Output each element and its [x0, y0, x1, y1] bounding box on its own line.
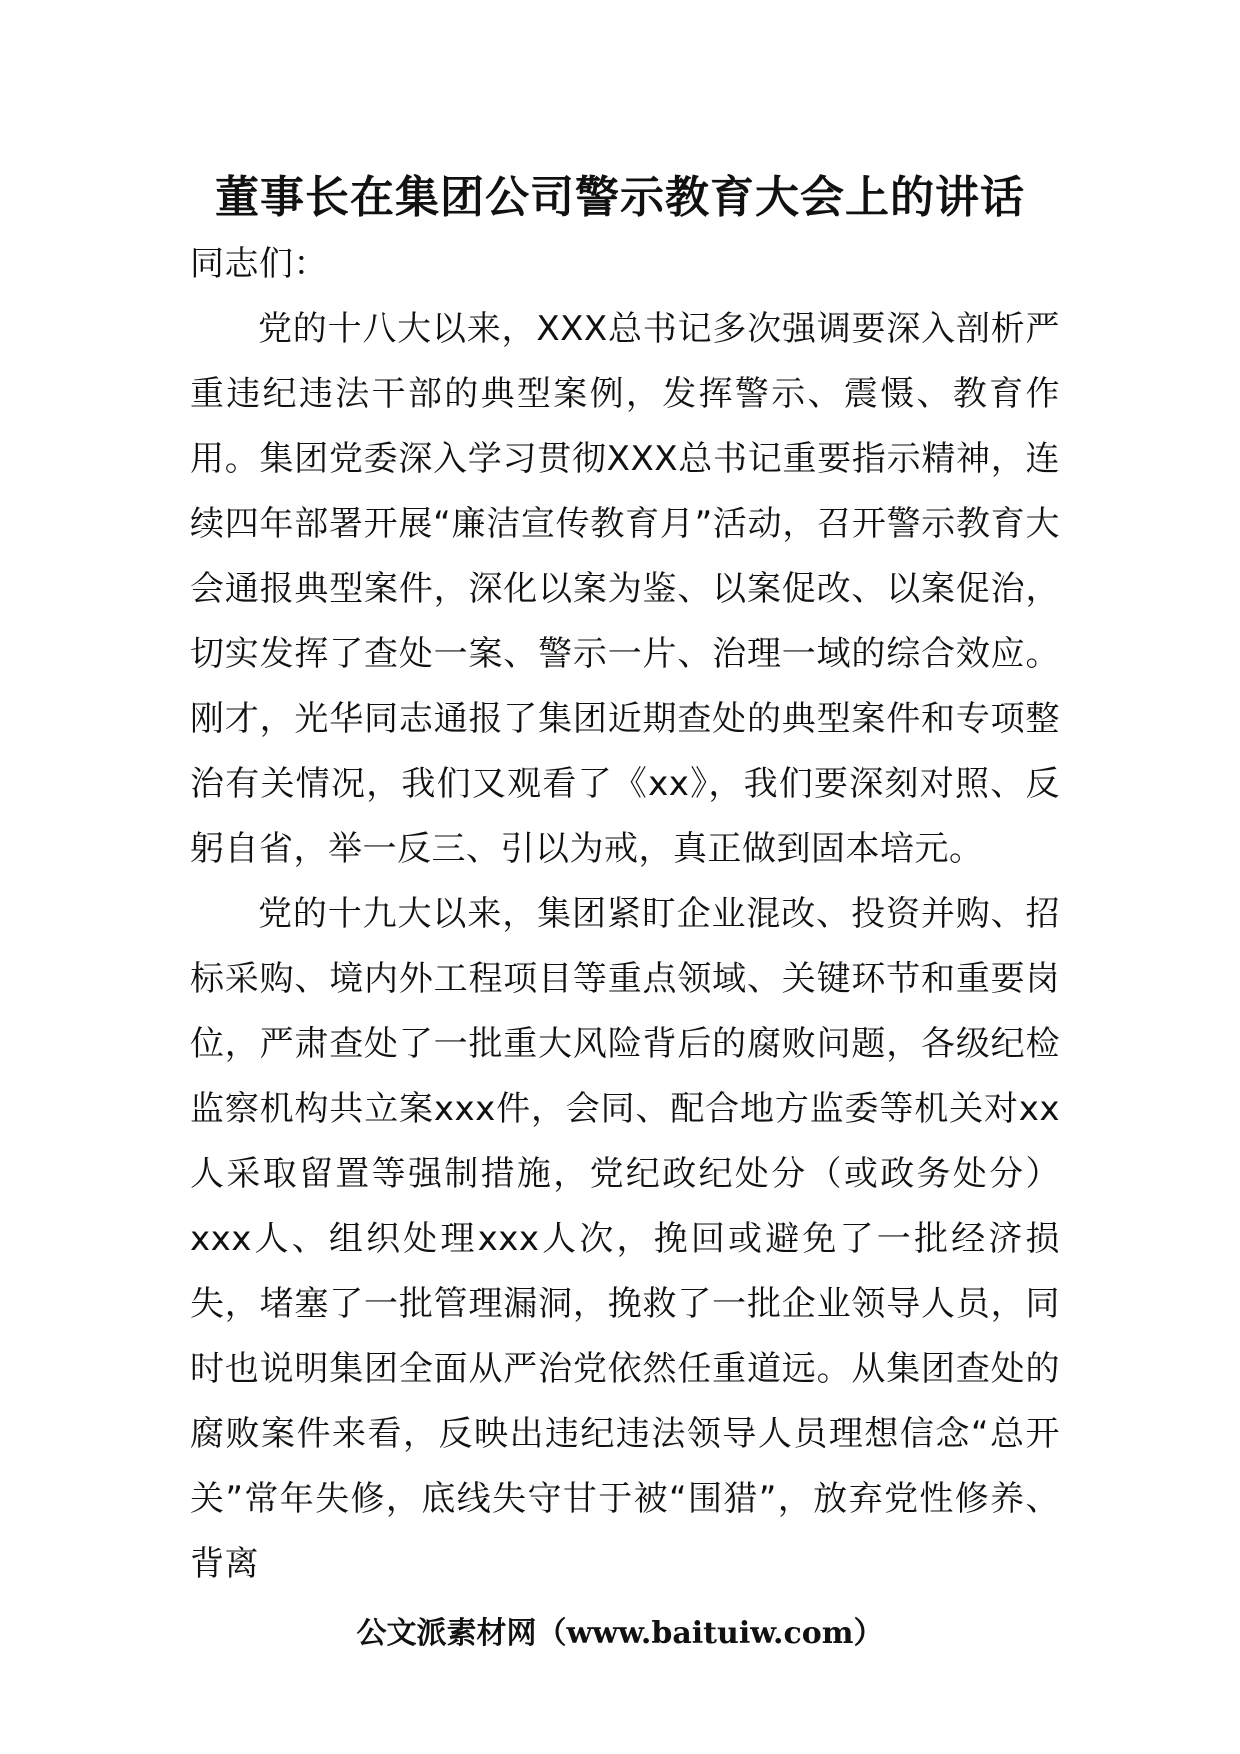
paragraph: 党的十九大以来，集团紧盯企业混改、投资并购、招标采购、境内外工程项目等重点领域、关键环节和重要岗位，严肃查处了一批重大风险背后的腐败问题，各级纪检监察机构共立案xxx件，会同、配合地方监委等机关对xx人采取留置等强制措施，党纪政纪处分（或政务处分）xxx人、组织处理xxx人次，挽回或避免了一批经济损失，堵塞了一批管理漏洞，挽救了一批企业领导人员，同时也说明集团全面从严治党依然任重道远。从集团查处的腐败案件来看，反映出违纪违法领导人员理想信念“总开关”常年失修，底线失守甘于被“围猎”，放弃党性修养、背离	[190, 894, 1060, 1584]
document-body	[190, 232, 1060, 1597]
document-title: 董事长在集团公司警示教育大会上的讲话	[215, 172, 1025, 223]
paragraph: 党的十八大以来，XXX总书记多次强调要深入剖析严重违纪违法干部的典型案例，发挥警示、震慑、教育作用。集团党委深入学习贯彻XXX总书记重要指示精神，连续四年部署开展“廉洁宣传教育月”活动，召开警示教育大会通报典型案件，深化以案为鉴、以案促改、以案促治，切实发挥了查处一案、警示一片、治理一域的综合效应。刚才，光华同志通报了集团近期查处的典型案件和专项整治有关情况，我们又观看了《xx》，我们要深刻对照、反躬自省，举一反三、引以为戒，真正做到固本培元。	[190, 309, 1060, 869]
greeting: 同志们：	[190, 244, 328, 284]
footer-watermark: 公文派素材网（www.baituiw.com）	[356, 1616, 884, 1651]
